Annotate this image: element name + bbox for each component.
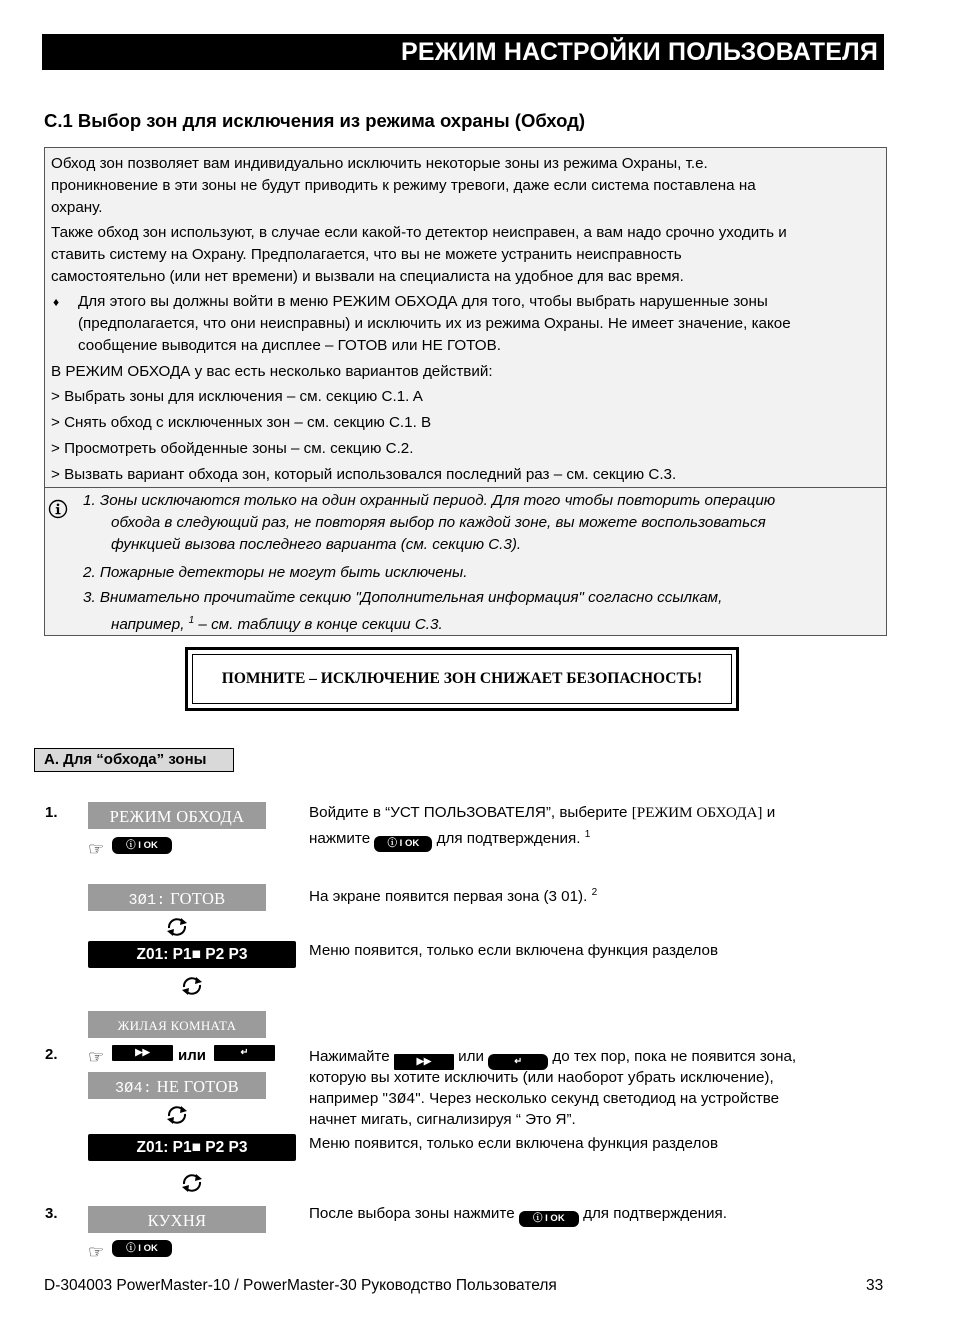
subsection-label: A. Для “обхода” зоны (34, 748, 234, 772)
bullet-text: (предполагается, что они неисправны) и исключить их из режима Охраны. Не имеет значение, какое (78, 315, 791, 332)
ok-button-inline: ⓘ I OK (519, 1211, 579, 1227)
warning-box (185, 647, 739, 711)
divider (45, 487, 886, 488)
partition-display: Z01: P1■ P2 P3 (88, 941, 296, 968)
info-text: В РЕЖИМ ОБХОДА у вас есть несколько вариантов действий: (51, 363, 493, 380)
step-text: нажмите ⓘ I OK для подтверждения. $^1$ (309, 824, 590, 852)
cycle-arrows-icon (165, 916, 189, 938)
partition-display: Z01: P1■ P2 P3 (88, 1134, 296, 1161)
step-number: 3. (45, 1205, 58, 1222)
hand-pointer-icon: ☞ (88, 1047, 105, 1067)
note-text: например, $^1$ – см. таблицу в конце секции C.3. (111, 615, 443, 634)
footer-doc-title: D-304003 PowerMaster-10 / PowerMaster-30 Руководство Пользователя (44, 1277, 557, 1294)
next-button[interactable]: ▶▶ (112, 1045, 173, 1061)
bullet-text: Для этого вы должны войти в меню РЕЖИМ ОБХОДА для того, чтобы выбрать нарушенные зоны (78, 293, 768, 310)
note-text: 1. Зоны исключаются только на один охранный период. Для того чтобы повторить операцию (83, 492, 776, 509)
note-text: 3. Внимательно прочитайте секцию "Дополнительная информация" согласно ссылкам, (83, 589, 723, 606)
step-text: Нажимайте ▶▶ или ↵ до тех пор, пока не появится зона, (309, 1046, 796, 1070)
step-text: Войдите в “УСТ ПОЛЬЗОВАТЕЛЯ”, выберите [РЕЖИМ ОБХОДА] и (309, 804, 776, 821)
back-button-inline: ↵ (488, 1054, 548, 1070)
back-button[interactable]: ↵ (214, 1045, 275, 1061)
cycle-arrows-icon (180, 1172, 204, 1194)
step-text: После выбора зоны нажмите ⓘ I OK для подтверждения. (309, 1203, 727, 1227)
info-text: Обход зон позволяет вам индивидуально исключить некоторые зоны из режима Охраны, т.е. (51, 155, 708, 172)
info-text: проникновение в эти зоны не будут приводить к режиму тревоги, даже если система поставлена на (51, 177, 756, 194)
hand-pointer-icon: ☞ (88, 839, 105, 859)
lcd-display: ЖИЛАЯ КОМНАТА (88, 1011, 266, 1038)
step-text: начнет мигать, сигнализируя “ Это Я”. (309, 1111, 576, 1128)
note-text: 2. Пожарные детекторы не могут быть исключены. (83, 564, 468, 581)
info-text: Также обход зон используют, в случае если какой-то детектор неисправен, а вам надо срочно уходить и (51, 224, 787, 241)
or-label: или (178, 1047, 206, 1064)
page-number: 33 (866, 1277, 884, 1294)
option-item: > Снять обход с исключенных зон – см. секцию C.1. B (51, 414, 432, 431)
step-number: 1. (45, 804, 58, 821)
info-text: самостоятельно (или нет времени) и вызвали на специалиста на удобное для вас время. (51, 268, 684, 285)
info-circle-icon (48, 499, 68, 519)
bullet-text: сообщение выводится на дисплее – ГОТОВ или НЕ ГОТОВ. (78, 337, 501, 354)
info-box (44, 147, 887, 636)
lcd-display: 3Ø1: ГОТОВ (88, 884, 266, 911)
ok-button[interactable]: ⓘ I OK (112, 837, 172, 854)
cycle-arrows-icon (180, 975, 204, 997)
cycle-arrows-icon (165, 1104, 189, 1126)
warning-text: ПОМНИТЕ – ИСКЛЮЧЕНИЕ ЗОН СНИЖАЕТ БЕЗОПАСНОСТЬ! (192, 654, 732, 704)
lcd-display: РЕЖИМ ОБХОДА (88, 802, 266, 829)
note-text: обхода в следующий раз, не повторяя выбор по каждой зоне, вы можете воспользоваться (111, 514, 766, 531)
info-text: ставить систему на Охрану. Предполагается, что вы не можете устранить неисправность (51, 246, 682, 263)
ok-button-inline: ⓘ I OK (374, 836, 432, 852)
note-text: функцией вызова последнего варианта (см. секцию C.3). (111, 536, 522, 553)
step-number: 2. (45, 1046, 58, 1063)
ok-button[interactable]: ⓘ I OK (112, 1240, 172, 1257)
option-item: > Вызвать вариант обхода зон, который использовался последний раз – см. секцию C.3. (51, 466, 677, 483)
section-title: C.1 Выбор зон для исключения из режима охраны (Обход) (44, 110, 586, 131)
option-item: > Просмотреть обойденные зоны – см. секцию C.2. (51, 440, 414, 457)
option-item: > Выбрать зоны для исключения – см. секцию C.1. A (51, 388, 423, 405)
bullet-icon: ♦ (53, 295, 60, 309)
step-text: Меню появится, только если включена функция разделов (309, 1135, 719, 1152)
hand-pointer-icon: ☞ (88, 1242, 105, 1262)
next-button-inline: ▶▶ (394, 1054, 454, 1070)
info-text: охрану. (51, 199, 103, 216)
step-text: которую вы хотите исключить (или наоборот убрать исключение), (309, 1069, 774, 1086)
lcd-display: КУХНЯ (88, 1206, 266, 1233)
page-header-title: РЕЖИМ НАСТРОЙКИ ПОЛЬЗОВАТЕЛЯ (42, 34, 884, 70)
step-text: Меню появится, только если включена функция разделов (309, 942, 719, 959)
step-text: На экране появится первая зона (3 01). $^2$ (309, 887, 598, 906)
step-text: например "3Ø4". Через несколько секунд светодиод на устройстве (309, 1090, 780, 1108)
lcd-display: 3Ø4: НЕ ГОТОВ (88, 1072, 266, 1099)
